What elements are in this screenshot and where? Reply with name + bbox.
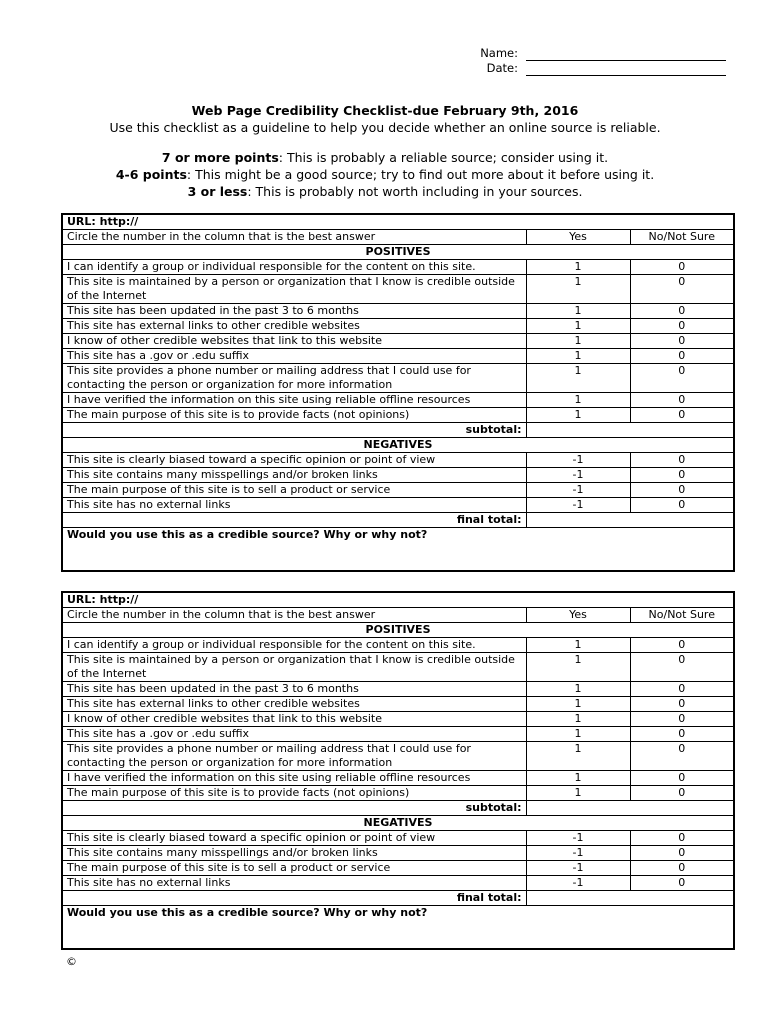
answer-row: [62, 906, 734, 950]
no-score[interactable]: 0: [630, 319, 734, 334]
yes-score[interactable]: 1: [526, 260, 630, 275]
credibility-question[interactable]: Would you use this as a credible source? Why or why not?: [62, 906, 734, 950]
table-row: [62, 349, 734, 364]
no-score[interactable]: 0: [630, 771, 734, 786]
table-row: [62, 408, 734, 423]
positives-header-row: [62, 245, 734, 260]
table-row: [62, 653, 734, 682]
criterion-text: This site is maintained by a person or organization that I know is credible outside of the Internet: [62, 275, 526, 304]
yes-score[interactable]: 1: [526, 697, 630, 712]
name-label: Name:: [480, 46, 518, 60]
no-score[interactable]: 0: [630, 831, 734, 846]
table-row: [62, 260, 734, 275]
positives-header: POSITIVES: [62, 623, 734, 638]
table-row: [62, 861, 734, 876]
yes-score[interactable]: 1: [526, 408, 630, 423]
column-no-header: No/Not Sure: [630, 230, 734, 245]
no-score[interactable]: 0: [630, 275, 734, 304]
negatives-header-row: [62, 816, 734, 831]
subtotal-row: [62, 801, 734, 816]
subtotal-label: subtotal:: [62, 423, 526, 438]
criterion-text: This site has a .gov or .edu suffix: [62, 727, 526, 742]
credibility-question[interactable]: Would you use this as a credible source? Why or why not?: [62, 528, 734, 572]
criterion-text: I can identify a group or individual responsible for the content on this site.: [62, 638, 526, 653]
checklist-table-2: [61, 591, 735, 950]
table-row: [62, 468, 734, 483]
no-score[interactable]: 0: [630, 786, 734, 801]
no-score[interactable]: 0: [630, 653, 734, 682]
page-title: Web Page Credibility Checklist-due February 9th, 2016: [191, 103, 579, 118]
yes-score[interactable]: 1: [526, 682, 630, 697]
criterion-text: The main purpose of this site is to provide facts (not opinions): [62, 408, 526, 423]
table-row: [62, 453, 734, 468]
table-row: [62, 275, 734, 304]
no-score[interactable]: 0: [630, 349, 734, 364]
table-row: [62, 846, 734, 861]
yes-score[interactable]: -1: [526, 483, 630, 498]
table-row: [62, 742, 734, 771]
positives-header: POSITIVES: [62, 245, 734, 260]
instruction-text: Circle the number in the column that is the best answer: [62, 608, 526, 623]
scoring-text: : This is probably not worth including in your sources.: [247, 183, 583, 199]
criterion-text: The main purpose of this site is to sell a product or service: [62, 483, 526, 498]
name-row: [440, 46, 730, 61]
criterion-text: This site has external links to other credible websites: [62, 319, 526, 334]
yes-score[interactable]: -1: [526, 876, 630, 891]
subtotal-field[interactable]: [526, 423, 734, 438]
no-score[interactable]: 0: [630, 453, 734, 468]
criterion-text: This site contains many misspellings and/or broken links: [62, 468, 526, 483]
criterion-text: This site is clearly biased toward a specific opinion or point of view: [62, 453, 526, 468]
page-subtitle: Use this checklist as a guideline to help you decide whether an online source is reliable.: [109, 119, 661, 135]
table-row: [62, 727, 734, 742]
no-score[interactable]: 0: [630, 364, 734, 393]
yes-score[interactable]: 1: [526, 319, 630, 334]
yes-score[interactable]: 1: [526, 364, 630, 393]
yes-score[interactable]: 1: [526, 304, 630, 319]
table-row: [62, 697, 734, 712]
yes-score[interactable]: 1: [526, 742, 630, 771]
no-score[interactable]: 0: [630, 498, 734, 513]
final-total-row: [62, 891, 734, 906]
table-row: [62, 638, 734, 653]
criterion-text: This site has no external links: [62, 876, 526, 891]
final-total-row: [62, 513, 734, 528]
yes-score[interactable]: 1: [526, 275, 630, 304]
criterion-text: This site has been updated in the past 3 to 6 months: [62, 304, 526, 319]
yes-score[interactable]: 1: [526, 349, 630, 364]
no-score[interactable]: 0: [630, 638, 734, 653]
yes-score[interactable]: -1: [526, 468, 630, 483]
yes-score[interactable]: 1: [526, 786, 630, 801]
no-score[interactable]: 0: [630, 861, 734, 876]
yes-score[interactable]: -1: [526, 861, 630, 876]
date-row: [440, 61, 730, 76]
negatives-header: NEGATIVES: [62, 816, 734, 831]
criterion-text: This site is maintained by a person or organization that I know is credible outside of the Internet: [62, 653, 526, 682]
scoring-points: 4-6 points: [115, 166, 187, 182]
no-score[interactable]: 0: [630, 846, 734, 861]
url-field[interactable]: URL: http://: [62, 592, 734, 608]
criterion-text: This site provides a phone number or mailing address that I could use for contacting the person or organization for more information: [62, 742, 526, 771]
url-row: [62, 214, 734, 230]
yes-score[interactable]: -1: [526, 498, 630, 513]
yes-score[interactable]: 1: [526, 653, 630, 682]
criterion-text: I have verified the information on this site using reliable offline resources: [62, 771, 526, 786]
no-score[interactable]: 0: [630, 393, 734, 408]
scoring-line: [40, 150, 730, 167]
no-score[interactable]: 0: [630, 876, 734, 891]
column-header-row: [62, 230, 734, 245]
table-row: [62, 712, 734, 727]
criterion-text: I know of other credible websites that link to this website: [62, 712, 526, 727]
table-row: [62, 786, 734, 801]
yes-score[interactable]: 1: [526, 393, 630, 408]
no-score[interactable]: 0: [630, 408, 734, 423]
table-row: [62, 483, 734, 498]
instruction-text: Circle the number in the column that is the best answer: [62, 230, 526, 245]
yes-score[interactable]: 1: [526, 771, 630, 786]
criterion-text: I have verified the information on this site using reliable offline resources: [62, 393, 526, 408]
yes-score[interactable]: 1: [526, 712, 630, 727]
column-header-row: [62, 608, 734, 623]
table-row: [62, 334, 734, 349]
scoring-text: : This is probably a reliable source; consider using it.: [278, 150, 609, 165]
date-field[interactable]: [526, 63, 726, 76]
column-no-header: No/Not Sure: [630, 608, 734, 623]
url-field[interactable]: URL: http://: [62, 214, 734, 230]
table-row: [62, 831, 734, 846]
no-score[interactable]: 0: [630, 727, 734, 742]
table-row: [62, 876, 734, 891]
criterion-text: This site contains many misspellings and/or broken links: [62, 846, 526, 861]
final-total-label: final total:: [62, 513, 526, 528]
table-row: [62, 364, 734, 393]
scoring-text: : This might be a good source; try to find out more about it before using it.: [186, 166, 655, 182]
yes-score[interactable]: -1: [526, 453, 630, 468]
criterion-text: I know of other credible websites that link to this website: [62, 334, 526, 349]
scoring-line: [40, 184, 730, 201]
criterion-text: This site has external links to other credible websites: [62, 697, 526, 712]
table-row: [62, 393, 734, 408]
answer-row: [62, 528, 734, 572]
scoring-line: [40, 167, 730, 184]
checklist-table-1: [61, 213, 735, 572]
table-row: [62, 304, 734, 319]
table-row: [62, 319, 734, 334]
no-score[interactable]: 0: [630, 304, 734, 319]
url-row: [62, 592, 734, 608]
column-yes-header: Yes: [526, 230, 630, 245]
yes-score[interactable]: 1: [526, 727, 630, 742]
no-score[interactable]: 0: [630, 742, 734, 771]
negatives-header-row: [62, 438, 734, 453]
final-total-field[interactable]: [526, 891, 734, 906]
no-score[interactable]: 0: [630, 468, 734, 483]
final-total-label: final total:: [62, 891, 526, 906]
final-total-field[interactable]: [526, 513, 734, 528]
criterion-text: This site has no external links: [62, 498, 526, 513]
no-score[interactable]: 0: [630, 483, 734, 498]
positives-header-row: [62, 623, 734, 638]
negatives-header: NEGATIVES: [62, 438, 734, 453]
scoring-points: 7 or more points: [161, 150, 279, 165]
no-score[interactable]: 0: [630, 712, 734, 727]
criterion-text: The main purpose of this site is to sell a product or service: [62, 861, 526, 876]
no-score[interactable]: 0: [630, 682, 734, 697]
date-label: Date:: [486, 61, 518, 75]
table-row: [62, 498, 734, 513]
criterion-text: This site has been updated in the past 3 to 6 months: [62, 682, 526, 697]
copyright-symbol: ©: [66, 955, 77, 968]
subtotal-field[interactable]: [526, 801, 734, 816]
yes-score[interactable]: 1: [526, 638, 630, 653]
criterion-text: I can identify a group or individual responsible for the content on this site.: [62, 260, 526, 275]
scoring-guide: [40, 150, 730, 200]
criterion-text: The main purpose of this site is to provide facts (not opinions): [62, 786, 526, 801]
header-fields: [440, 46, 730, 76]
title-block: [40, 103, 730, 136]
table-row: [62, 682, 734, 697]
no-score[interactable]: 0: [630, 697, 734, 712]
subtotal-row: [62, 423, 734, 438]
criterion-text: This site is clearly biased toward a specific opinion or point of view: [62, 831, 526, 846]
table-row: [62, 771, 734, 786]
name-field[interactable]: [526, 48, 726, 61]
criterion-text: This site has a .gov or .edu suffix: [62, 349, 526, 364]
column-yes-header: Yes: [526, 608, 630, 623]
yes-score[interactable]: -1: [526, 846, 630, 861]
subtotal-label: subtotal:: [62, 801, 526, 816]
criterion-text: This site provides a phone number or mailing address that I could use for contacting the person or organization for more information: [62, 364, 526, 393]
no-score[interactable]: 0: [630, 260, 734, 275]
no-score[interactable]: 0: [630, 334, 734, 349]
yes-score[interactable]: -1: [526, 831, 630, 846]
scoring-points: 3 or less: [187, 183, 248, 199]
yes-score[interactable]: 1: [526, 334, 630, 349]
